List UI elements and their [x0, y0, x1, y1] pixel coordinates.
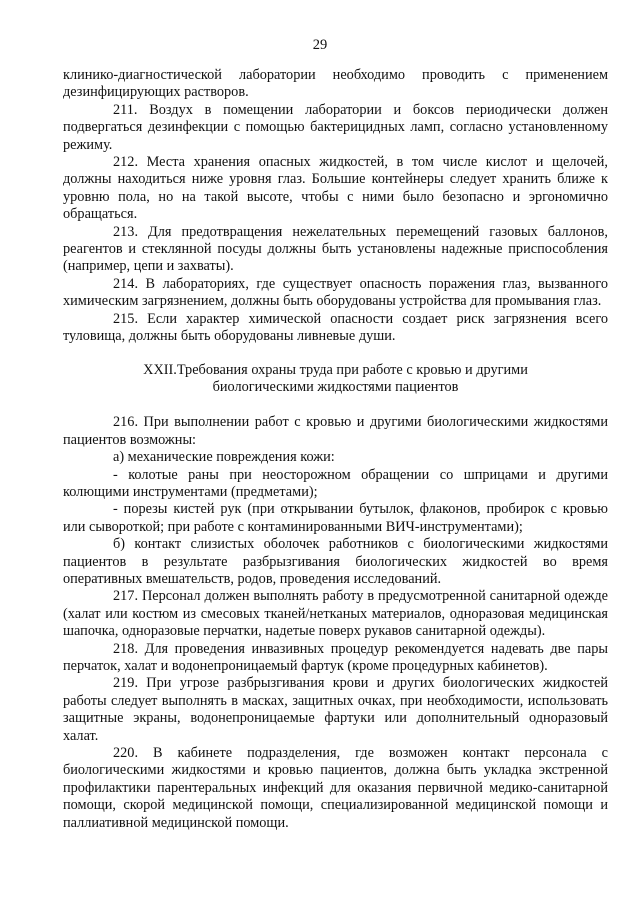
paragraph-220: 220. В кабинете подразделения, где возможен контакт персонала с биологическими жидкостями и кровью пациентов, должна быть укладка экстренной профилактики парентеральных инфекций для оказания первичной медико-санитарной помощи, скорой медицинской помощи, специализированной медицинской помощи и паллиативной медицинской помощи. — [63, 745, 608, 831]
paragraph-211: 211. Воздух в помещении лаборатории и боксов периодически должен подвергаться дезинфекции с помощью бактерицидных ламп, согласно установленному режиму. — [63, 101, 608, 153]
paragraph-216: 216. При выполнении работ с кровью и другими биологическими жидкостями пациентов возможны: — [63, 414, 608, 448]
paragraph-219: 219. При угрозе разбрызгивания крови и других биологических жидкостей работы следует выполнять в масках, защитных очках, при необходимости, использовать защитные экраны, водонепроницаемые фартуки или дополнительный одноразовый халат. — [63, 675, 608, 744]
paragraph-216-a-2: - порезы кистей рук (при открывании бутылок, флаконов, пробирок с кровью или сывороткой; при работе с контаминированными ВИЧ-инструментами); — [63, 501, 608, 535]
section-heading-line-2: биологическими жидкостями пациентов — [212, 378, 459, 395]
section-heading — [63, 362, 608, 397]
document-body — [63, 67, 608, 832]
paragraph-217: 217. Персонал должен выполнять работу в предусмотренной санитарной одежде (халат или костюм из смесовых тканей/нетканых материалов, одноразовая медицинская шапочка, одноразовые перчатки, надетые поверх рукавов санитарной одежды). — [63, 588, 608, 640]
paragraph-continuation: клинико-диагностической лаборатории необходимо проводить с применением дезинфицирующих растворов. — [63, 67, 608, 101]
paragraph-216-a: а) механические повреждения кожи: — [113, 449, 335, 466]
paragraph-218: 218. Для проведения инвазивных процедур рекомендуется надевать две пары перчаток, халат и водонепроницаемый фартук (кроме процедурных кабинетов). — [63, 640, 608, 674]
paragraph-216-b: б) контакт слизистых оболочек работников с биологическими жидкостями пациентов в результате разбрызгивания биологических жидкостей во время оперативных вмешательств, родов, проведения исследований. — [63, 536, 608, 587]
section-heading-line-1: XXII.Требования охраны труда при работе с кровью и другими — [143, 361, 528, 378]
paragraph-216-a-1: - колотые раны при неосторожном обращении со шприцами и другими колющими инструментами (предметами); — [63, 466, 608, 500]
page-number: 29 — [312, 37, 328, 53]
paragraph-213: 213. Для предотвращения нежелательных перемещений газовых баллонов, реагентов и стеклянной посуды должны быть установлены надежные приспособления (например, цепи и захваты). — [63, 223, 608, 275]
paragraph-212: 212. Места хранения опасных жидкостей, в том числе кислот и щелочей, должны находиться ниже уровня глаз. Большие контейнеры следует хранить ближе к уровню пола, но на такой высоте, чтобы с ними было безопасно и эргономично обращаться. — [63, 154, 608, 223]
paragraph-214: 214. В лабораториях, где существует опасность поражения глаз, вызванного химическим загрязнением, должны быть оборудованы устройства для промывания глаз. — [63, 275, 608, 310]
paragraph-215: 215. Если характер химической опасности создает риск загрязнения всего туловища, должны быть оборудованы ливневые души. — [63, 310, 608, 345]
